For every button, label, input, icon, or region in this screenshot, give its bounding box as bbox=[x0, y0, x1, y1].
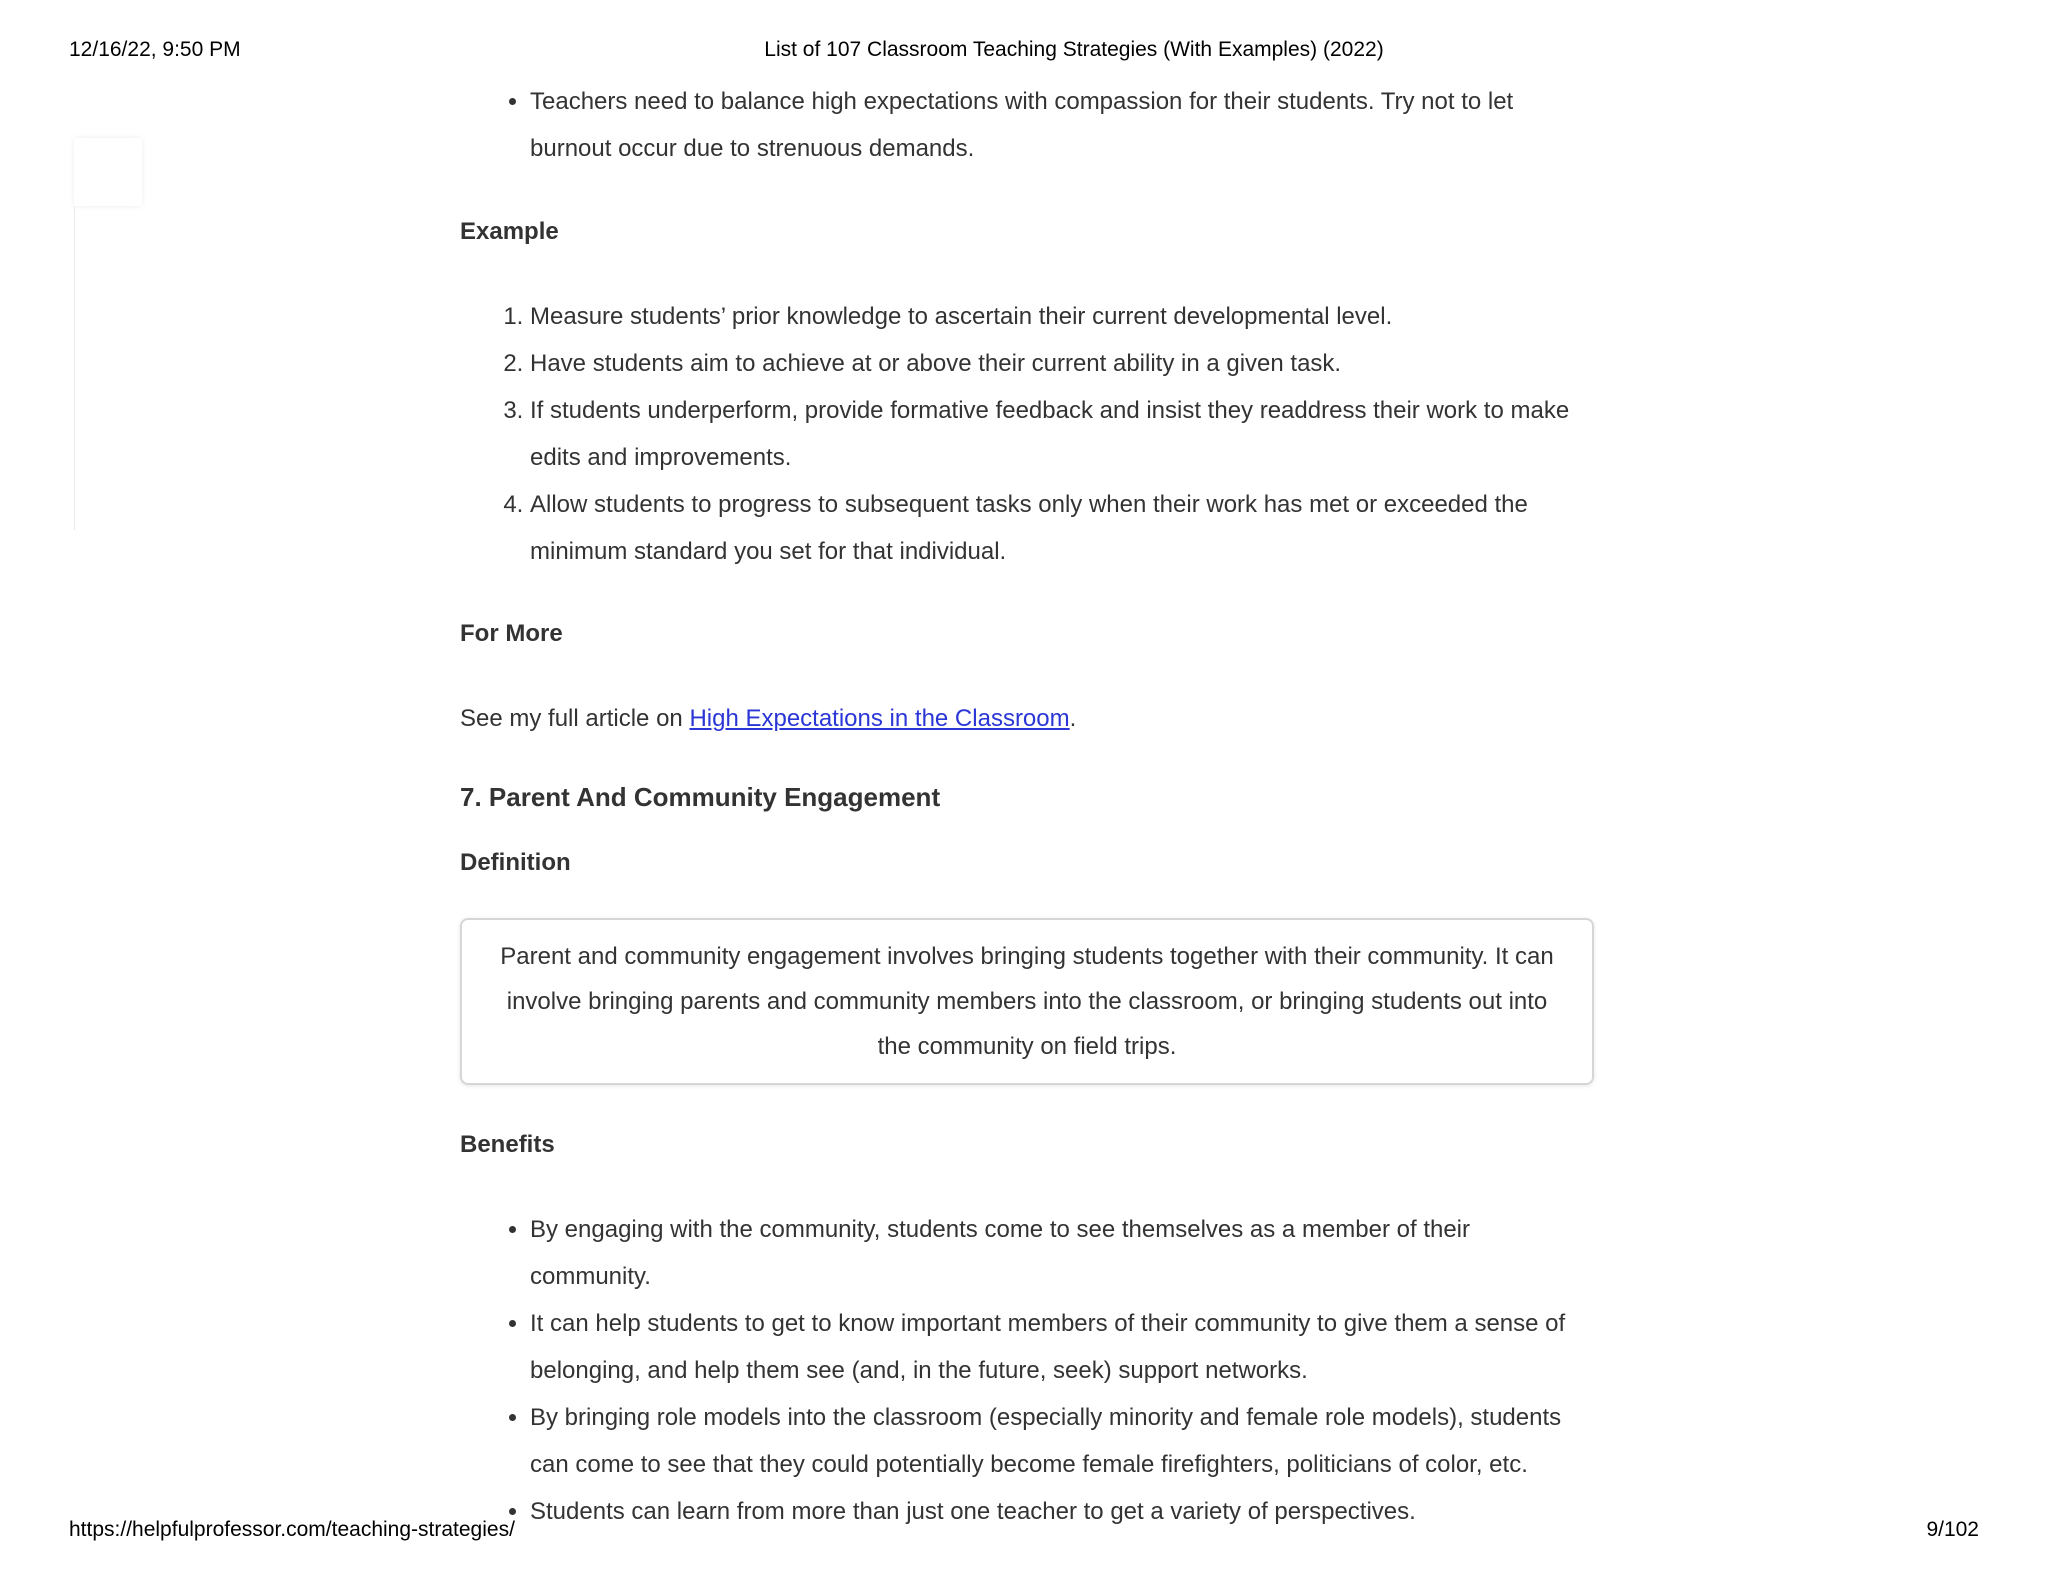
list-item: • By bringing role models into the classroom (especially minority and female role models), students can come to see that they could potentially become female firefighters, politicians of color, etc. bbox=[530, 1394, 1594, 1488]
for-more-prefix: See my full article on bbox=[460, 705, 690, 732]
list-item: • By engaging with the community, students come to see themselves as a member of their community. bbox=[530, 1206, 1594, 1300]
definition-text: Parent and community engagement involves bringing students together with their community. It can involve bringing parents and community members into the classroom, or bringing students out into the community on field trips. bbox=[500, 943, 1554, 1060]
sidebar-divider bbox=[74, 206, 75, 530]
print-header bbox=[0, 38, 2048, 66]
list-item: 2. Have students aim to achieve at or above their current ability in a given task. bbox=[530, 340, 1594, 387]
page-number: 9/102 bbox=[1926, 1518, 1979, 1541]
sidebar-widget bbox=[74, 138, 142, 206]
top-bullet-list bbox=[460, 78, 1594, 172]
for-more-heading: For More bbox=[460, 620, 563, 647]
definition-box bbox=[460, 918, 1594, 1085]
section-heading: 7. Parent And Community Engagement bbox=[460, 782, 941, 812]
for-more-paragraph bbox=[460, 695, 1594, 742]
article-content bbox=[460, 78, 1594, 1535]
print-url: https://helpfulprofessor.com/teaching-strategies/ bbox=[69, 1518, 515, 1541]
for-more-suffix: . bbox=[1069, 705, 1077, 732]
list-item: 1. Measure students’ prior knowledge to ascertain their current developmental level. bbox=[530, 293, 1594, 340]
definition-heading: Definition bbox=[460, 849, 571, 876]
list-item: 3. If students underperform, provide formative feedback and insist they readdress their work to make edits and improvements. bbox=[530, 387, 1594, 481]
example-steps-list bbox=[460, 293, 1594, 575]
benefits-heading: Benefits bbox=[460, 1131, 555, 1158]
example-heading: Example bbox=[460, 218, 559, 245]
list-item: • Students can learn from more than just one teacher to get a variety of perspectives. bbox=[530, 1488, 1594, 1535]
benefits-list bbox=[460, 1206, 1594, 1535]
print-datetime: 12/16/22, 9:50 PM bbox=[69, 38, 241, 61]
list-item: 4. Allow students to progress to subsequent tasks only when their work has met or exceeded the minimum standard you set for that individual. bbox=[530, 481, 1594, 575]
print-page-title: List of 107 Classroom Teaching Strategies (With Examples) (2022) bbox=[764, 38, 1384, 61]
list-item: • Teachers need to balance high expectations with compassion for their students. Try not to let burnout occur due to strenuous demands. bbox=[530, 78, 1594, 172]
list-item: • It can help students to get to know important members of their community to give them a sense of belonging, and help them see (and, in the future, seek) support networks. bbox=[530, 1300, 1594, 1394]
high-expectations-article-link[interactable]: High Expectations in the Classroom bbox=[689, 705, 1070, 732]
print-footer bbox=[0, 1518, 2048, 1546]
